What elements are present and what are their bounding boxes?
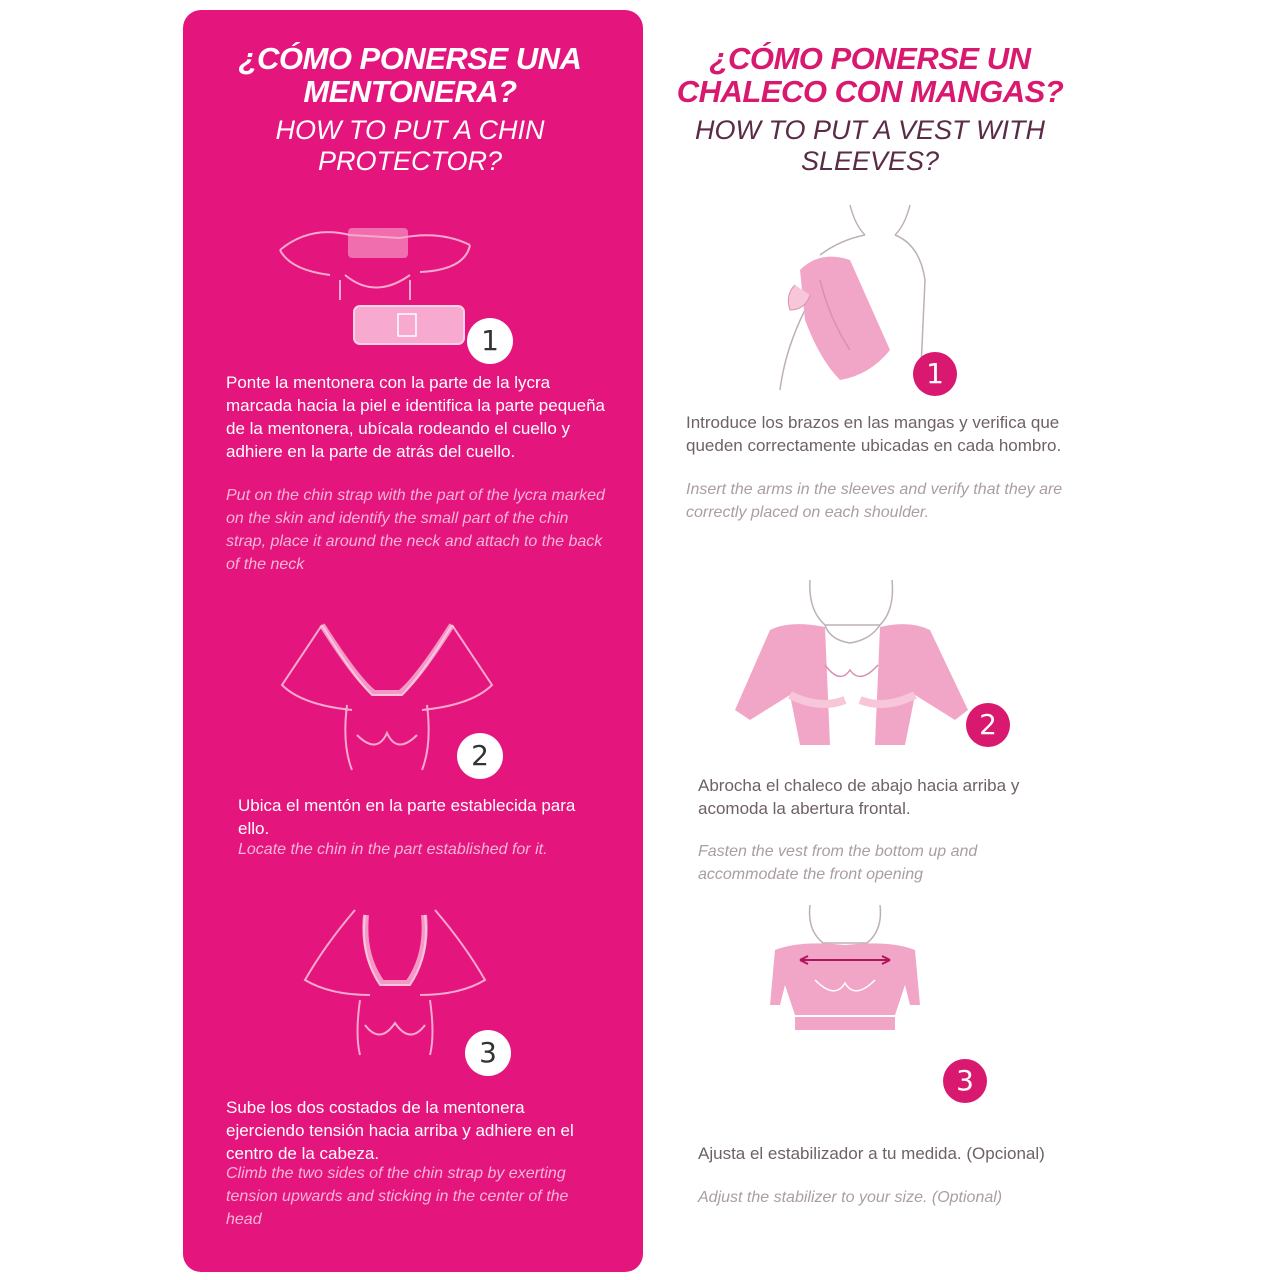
vest-step1-badge: 1 bbox=[913, 352, 957, 396]
vest-step1-text-es: Introduce los brazos en las mangas y verifica que queden correctamente ubicadas en cada hombro. bbox=[686, 413, 1062, 455]
vest-step2-text-es: Abrocha el chaleco de abajo hacia arriba y acomoda la abertura frontal. bbox=[698, 776, 1020, 818]
chin-guide-title-es: ¿CÓMO PONERSE UNA MENTONERA? bbox=[238, 41, 582, 109]
vest-step3-text-es: Ajusta el estabilizador a tu medida. (Opcional) bbox=[698, 1144, 1045, 1163]
vest-step2-illustration bbox=[730, 575, 970, 750]
vest-step3-badge: 3 bbox=[943, 1059, 987, 1103]
chin-step3-badge: 3 bbox=[465, 1030, 511, 1076]
chin-step1-text-en: Put on the chin strap with the part of the lycra marked on the skin and identify the small part of the chin strap, place it around the neck and attach to the back of the neck bbox=[226, 487, 605, 573]
chin-step3-text-en: Climb the two sides of the chin strap by exerting tension upwards and sticking in the center of the head bbox=[226, 1165, 569, 1228]
vest-step1-illustration bbox=[760, 200, 930, 400]
chin-step3-text-es: Sube los dos costados de la mentonera ejerciendo tensión hacia arriba y adhiere en el centro de la cabeza. bbox=[226, 1098, 574, 1163]
chin-step2-text-es: Ubica el mentón en la parte establecida para ello. bbox=[238, 796, 576, 838]
vest-step3-text-en: Adjust the stabilizer to your size. (Optional) bbox=[698, 1189, 1003, 1206]
chin-step2-badge: 2 bbox=[457, 733, 503, 779]
vest-guide-title-es: ¿CÓMO PONERSE UN CHALECO CON MANGAS? bbox=[676, 41, 1064, 109]
chin-guide-title-en: HOW TO PUT A CHIN PROTECTOR? bbox=[275, 115, 545, 176]
vest-step2-text-en: Fasten the vest from the bottom up and accommodate the front opening bbox=[698, 843, 978, 883]
vest-step2-badge: 2 bbox=[966, 703, 1010, 747]
chin-strap-step3-illustration bbox=[300, 895, 490, 1060]
vest-guide-title-en: HOW TO PUT A VEST WITH SLEEVES? bbox=[695, 115, 1045, 176]
chin-strap-step1-illustration bbox=[270, 210, 480, 360]
chin-step1-text-es: Ponte la mentonera con la parte de la lycra marcada hacia la piel e identifica la parte pequeña de la mentonera, ubícala rodeando el cuello y adhiere en la parte de atrás del cuello. bbox=[226, 373, 605, 461]
chin-step1-badge: 1 bbox=[467, 318, 513, 364]
vest-step1-text-en: Insert the arms in the sleeves and verify that they are correctly placed on each shoulder. bbox=[686, 481, 1063, 521]
vest-step3-illustration bbox=[745, 905, 945, 1030]
chin-step2-text-en: Locate the chin in the part established for it. bbox=[238, 841, 548, 858]
